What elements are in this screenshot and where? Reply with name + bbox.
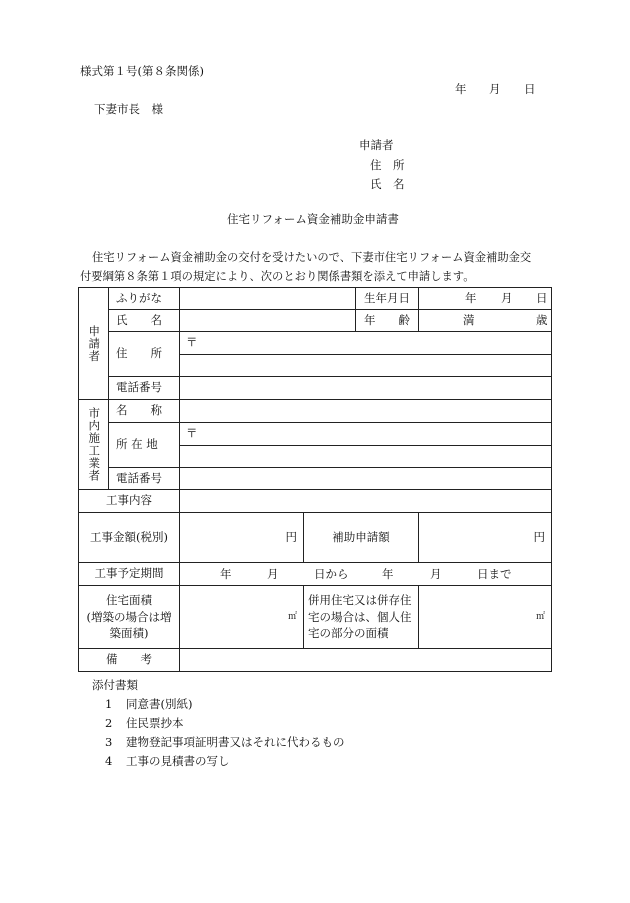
dob-year: 年 [465,291,477,305]
postal-mark: 〒 [186,335,198,350]
name-field[interactable] [180,310,356,332]
period-from: 日から [314,566,349,581]
dob-day: 日 [536,291,548,305]
age-field[interactable] [419,310,552,332]
applicant-name-label: 氏 名 [370,177,405,191]
location-label: 所 在 地 [109,423,180,468]
work-amount-field[interactable]: 円 [180,513,304,563]
attachment-item-2: 住民票抄本 [126,716,184,730]
age-suffix: 歳 [536,313,548,327]
addressee: 下妻市長 様 [94,102,163,116]
floor-area-label: 住宅面積 (増築の場合は増築面積) [79,586,180,649]
age-prefix: 満 [463,313,475,327]
attachment-item-1: 同意書(別紙) [126,697,193,711]
address-label: 住 所 [109,332,180,377]
attachment-item-3: 建物登記事項証明書又はそれに代わるもの [126,735,345,749]
phone-label: 電話番号 [109,377,180,400]
subsidy-amount-field[interactable]: 円 [419,513,552,563]
date-month-label: 月 [489,82,501,96]
address-postal-field[interactable] [180,332,552,355]
remarks-label: 備 考 [79,649,180,672]
location-postal-field[interactable] [180,423,552,446]
period-to: 日まで [477,566,512,581]
furigana-label: ふりがな [109,288,180,310]
period-year-1: 年 [220,566,232,581]
intro-line-2: 付要綱第８条第１項の規定により、次のとおり関係書類を添えて申請します。 [80,270,475,283]
contractor-phone-field[interactable] [180,468,552,490]
attachment-item-4: 工事の見積書の写し [126,754,230,768]
name-label: 氏 名 [109,310,180,332]
work-content-label: 工事内容 [79,490,180,513]
mixed-use-area-field[interactable]: ㎡ [419,586,552,649]
mixed-use-label: 併用住宅又は併存住宅の場合は、個人住宅の部分の面積 [304,586,419,649]
applicant-group-label: 申請者 [79,288,109,400]
document-title: 住宅リフォーム資金補助金申請書 [227,212,399,226]
work-amount-label: 工事金額(税別) [79,513,180,563]
furigana-field[interactable] [180,288,356,310]
company-name-label: 名 称 [109,400,180,423]
contractor-postal-mark: 〒 [186,426,198,441]
date-year-label: 年 [455,82,467,96]
attachments-heading: 添付書類 [92,678,138,692]
work-content-field[interactable] [180,490,552,513]
dob-month: 月 [501,291,513,305]
application-table [78,287,552,672]
remarks-field[interactable] [180,649,552,672]
work-period-field[interactable] [180,563,552,586]
attachment-no-4: 4 [105,754,113,768]
phone-field[interactable] [180,377,552,400]
address-field[interactable] [180,355,552,377]
company-name-field[interactable] [180,400,552,423]
subsidy-amount-label: 補助申請額 [304,513,419,563]
contractor-phone-label: 電話番号 [109,468,180,490]
dob-field[interactable] [419,288,552,310]
form-number: 様式第１号(第８条関係) [80,64,204,78]
work-period-label: 工事予定期間 [79,563,180,586]
location-field[interactable] [180,446,552,468]
attachment-no-3: 3 [105,735,113,749]
period-year-2: 年 [382,566,394,581]
contractor-group-label: 市内施工業者 [79,400,109,490]
attachment-no-2: 2 [105,716,113,730]
intro-line-1: 住宅リフォーム資金補助金の交付を受けたいので、下妻市住宅リフォーム資金補助金交 [92,251,532,264]
period-month-2: 月 [430,566,442,581]
period-month-1: 月 [267,566,279,581]
date-day-label: 日 [524,82,536,96]
applicant-label: 申請者 [359,138,394,152]
floor-area-field[interactable]: ㎡ [180,586,304,649]
age-label: 年 齢 [356,310,419,332]
applicant-address-label: 住 所 [370,158,405,172]
dob-label: 生年月日 [356,288,419,310]
attachment-no-1: 1 [105,697,113,711]
